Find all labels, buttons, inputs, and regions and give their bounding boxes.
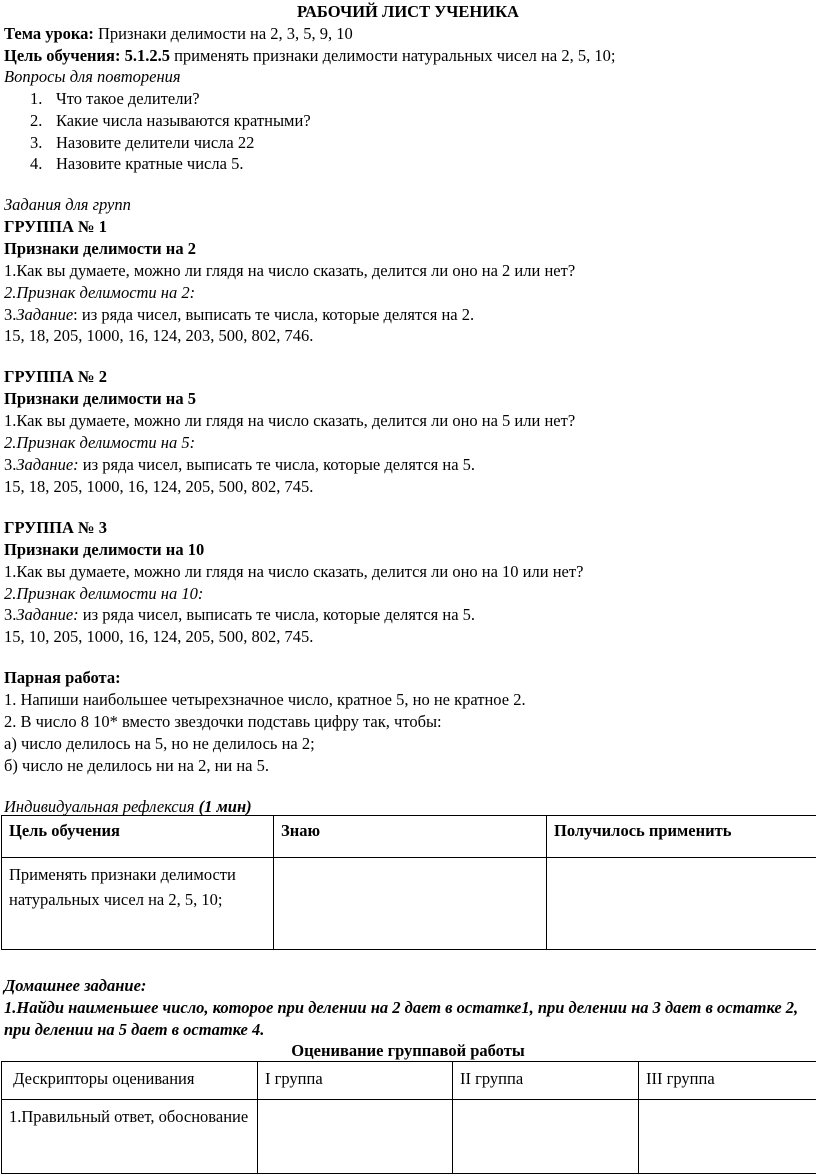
group-task bbox=[4, 304, 474, 326]
group-subtitle: Признаки делимости на 2 bbox=[4, 239, 196, 258]
table-cell-answer[interactable] bbox=[639, 1100, 816, 1174]
table-header-cell: II группа bbox=[453, 1062, 639, 1100]
table-row bbox=[2, 1100, 816, 1174]
goal-label: Цель обучения: 5.1.2.5 bbox=[4, 46, 170, 65]
table-cell-answer[interactable] bbox=[274, 858, 547, 950]
topic-value: Признаки делимости на 2, 3, 5, 9, 10 bbox=[93, 24, 353, 43]
group-numbers: 15, 18, 205, 1000, 16, 124, 205, 500, 802, 745. bbox=[4, 477, 314, 496]
reflection-time: (1 мин) bbox=[198, 797, 252, 816]
pair-work-line: 1. Напиши наибольшее четырехзначное число, кратное 5, но не кратное 2. bbox=[4, 690, 526, 709]
task-label: Задание: bbox=[16, 455, 79, 474]
group-task bbox=[4, 604, 475, 626]
review-item-text: Назовите делители числа 22 bbox=[56, 133, 255, 152]
reflection-table bbox=[1, 815, 816, 950]
task-number: 3. bbox=[4, 305, 17, 324]
review-item-text: Назовите кратные числа 5. bbox=[56, 154, 244, 173]
groups-heading: Задания для групп bbox=[4, 195, 131, 214]
group-subtitle: Признаки делимости на 5 bbox=[4, 389, 196, 408]
table-header-row bbox=[2, 1062, 816, 1100]
goal-line bbox=[4, 45, 615, 67]
task-number: 3. bbox=[4, 455, 17, 474]
review-item-number: 1. bbox=[30, 89, 43, 108]
table-header-cell: Получилось применить bbox=[547, 816, 816, 858]
table-header-cell: Знаю bbox=[274, 816, 547, 858]
group-title: ГРУППА № 1 bbox=[4, 217, 107, 236]
table-header-cell: I группа bbox=[258, 1062, 453, 1100]
table-cell-answer[interactable] bbox=[547, 858, 816, 950]
group-question: 1.Как вы думаете, можно ли глядя на число сказать, делится ли оно на 2 или нет? bbox=[4, 261, 576, 280]
group-question: 2.Признак делимости на 10: bbox=[4, 584, 204, 603]
group-question: 2.Признак делимости на 2: bbox=[4, 283, 196, 302]
review-item-text: Какие числа называются кратными? bbox=[56, 111, 311, 130]
table-cell-answer[interactable] bbox=[453, 1100, 639, 1174]
task-text: из ряда чисел, выписать те числа, которые делятся на 5. bbox=[78, 605, 476, 624]
assessment-table bbox=[1, 1061, 816, 1174]
task-text: из ряда чисел, выписать те числа, которые делятся на 5. bbox=[78, 455, 476, 474]
pair-work-line: б) число не делилось ни на 2, ни на 5. bbox=[4, 756, 270, 775]
table-header-cell: Цель обучения bbox=[2, 816, 274, 858]
review-item-number: 3. bbox=[30, 133, 43, 152]
table-row bbox=[2, 858, 816, 950]
task-label: Задание bbox=[16, 305, 74, 324]
goal-value: применять признаки делимости натуральных чисел на 2, 5, 10; bbox=[169, 46, 616, 65]
group-numbers: 15, 10, 205, 1000, 16, 124, 205, 500, 802, 745. bbox=[4, 627, 314, 646]
group-subtitle: Признаки делимости на 10 bbox=[4, 540, 205, 559]
table-header-cell: Дескрипторы оценивания bbox=[2, 1062, 258, 1100]
review-item bbox=[30, 88, 200, 110]
review-item-text: Что такое делители? bbox=[56, 89, 200, 108]
pair-work-line: а) число делилось на 5, но не делилось на 2; bbox=[4, 734, 315, 753]
worksheet-title: РАБОЧИЙ ЛИСТ УЧЕНИКА bbox=[297, 2, 519, 21]
homework-text: 1.Найди наименьшее число, которое при делении на 2 дает в остатке1, при делении на 3 дает в остатке 2, при делении на 5 дает в остатке 4. bbox=[4, 998, 799, 1039]
review-item bbox=[30, 132, 254, 154]
topic-label: Тема урока: bbox=[4, 24, 94, 43]
group-question: 1.Как вы думаете, можно ли глядя на число сказать, делится ли оно на 5 или нет? bbox=[4, 411, 576, 430]
review-item-number: 2. bbox=[30, 111, 43, 130]
group-title: ГРУППА № 2 bbox=[4, 367, 107, 386]
pair-work-heading: Парная работа: bbox=[4, 668, 121, 687]
group-question: 1.Как вы думаете, можно ли глядя на число сказать, делится ли оно на 10 или нет? bbox=[4, 562, 584, 581]
group-title: ГРУППА № 3 bbox=[4, 518, 107, 537]
topic-line bbox=[4, 23, 353, 45]
table-cell: Применять признаки делимости натуральных чисел на 2, 5, 10; bbox=[2, 858, 274, 950]
group-question: 2.Признак делимости на 5: bbox=[4, 433, 196, 452]
group-numbers: 15, 18, 205, 1000, 16, 124, 203, 500, 802, 746. bbox=[4, 326, 314, 345]
review-item bbox=[30, 110, 311, 132]
table-header-row bbox=[2, 816, 816, 858]
task-label: Задание: bbox=[16, 605, 79, 624]
pair-work-line: 2. В число 8 10* вместо звездочки подставь цифру так, чтобы: bbox=[4, 712, 442, 731]
review-item-number: 4. bbox=[30, 154, 43, 173]
table-cell: 1.Правильный ответ, обоснование bbox=[2, 1100, 258, 1174]
group-task bbox=[4, 454, 475, 476]
review-heading: Вопросы для повторения bbox=[4, 67, 181, 86]
task-number: 3. bbox=[4, 605, 17, 624]
reflection-heading-text: Индивидуальная рефлексия bbox=[4, 797, 199, 816]
homework-heading: Домашнее задание: bbox=[4, 976, 147, 995]
assessment-title: Оценивание группавой работы bbox=[291, 1041, 525, 1060]
task-text: : из ряда чисел, выписать те числа, которые делятся на 2. bbox=[73, 305, 475, 324]
table-cell-answer[interactable] bbox=[258, 1100, 453, 1174]
table-header-cell: III группа bbox=[639, 1062, 816, 1100]
review-item bbox=[30, 153, 243, 175]
